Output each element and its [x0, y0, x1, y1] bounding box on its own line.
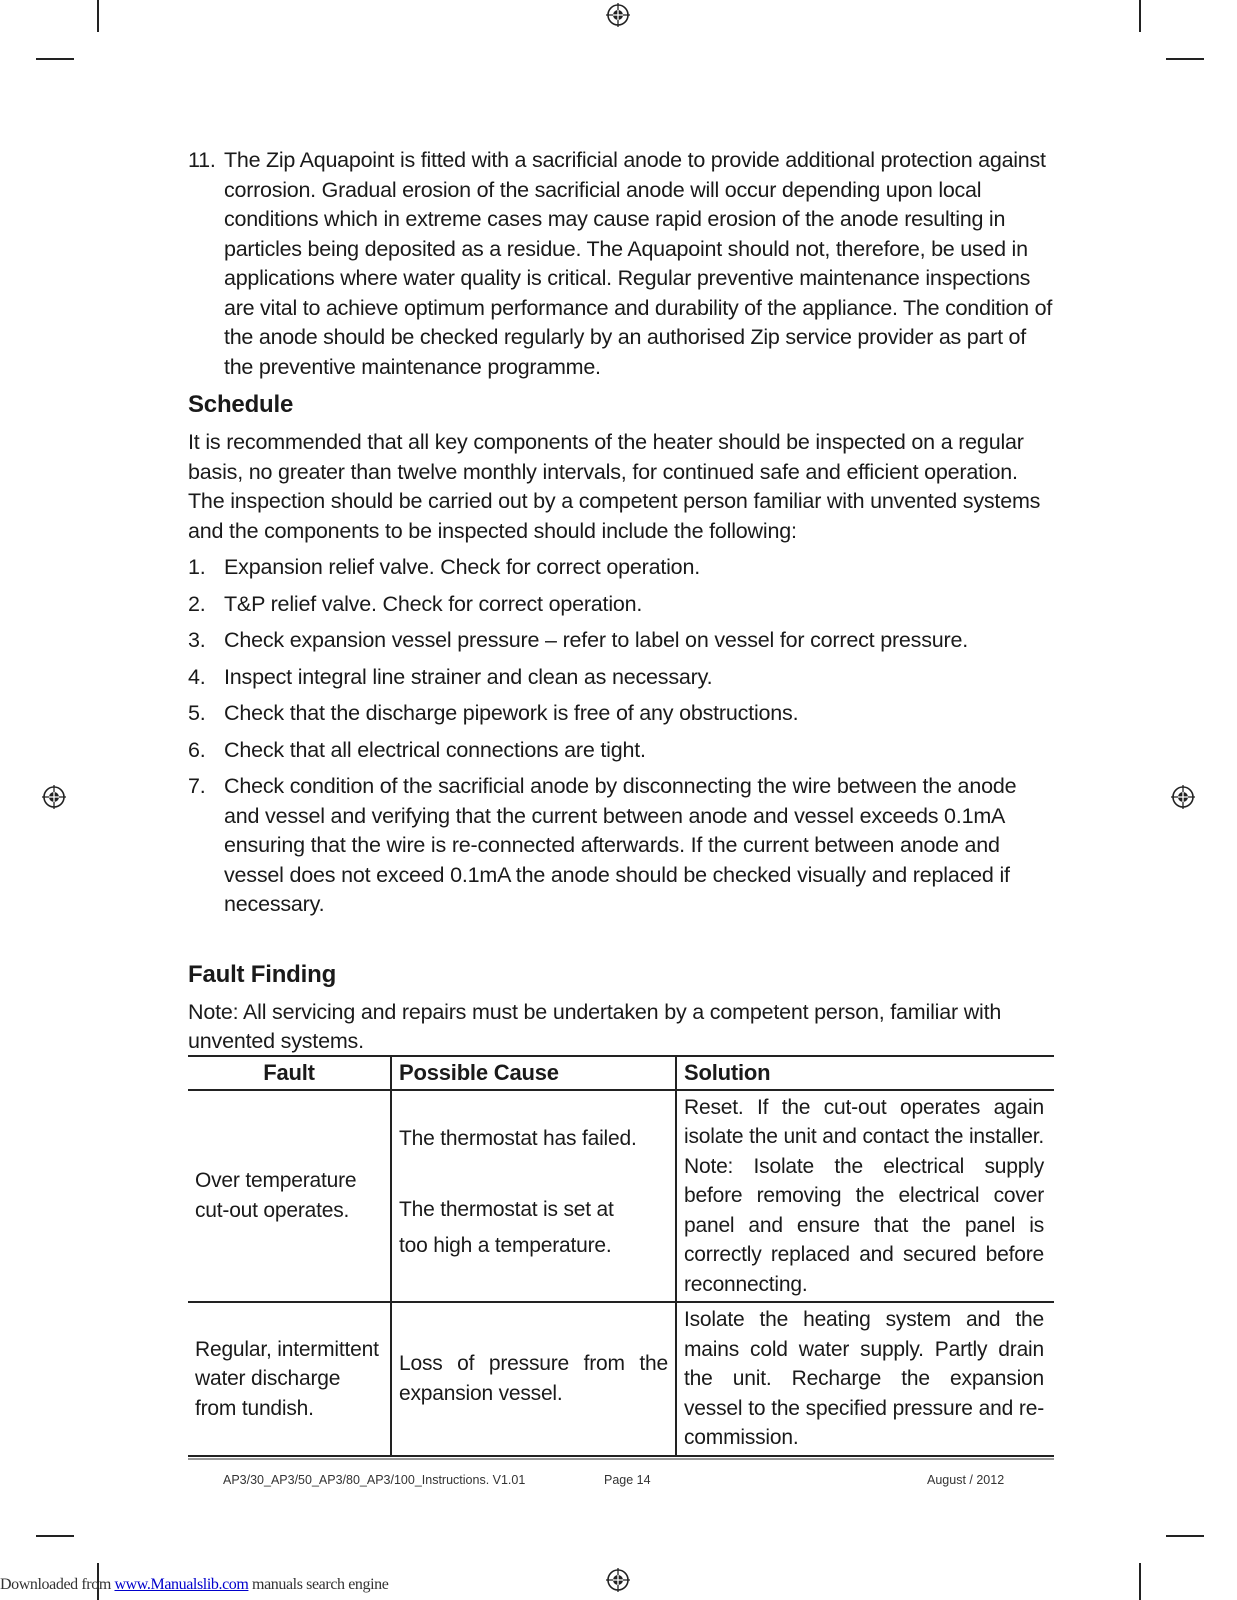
- list-item-text: Check condition of the sacrificial anode by disconnecting the wire between the anode and vessel and verifying that the current between anode and vessel exceeds 0.1mA ensuring that the wire is re-connected afterwards. If the current between anode and vessel does not exceed 0.1mA the anode should be checked visually and replaced if necessary.: [224, 774, 1017, 916]
- column-header-solution: Solution: [676, 1056, 1054, 1090]
- list-item-text: The Zip Aquapoint is fitted with a sacrificial anode to provide additional protection against corrosion. Gradual erosion of the sacrificial anode will occur depending upon local conditions which in extreme cases may cause rapid erosion of the anode resulting in particles being deposited as a residue. The Aquapoint should not, therefore, be used in applications where water quality is critical. Regular preventive maintenance inspections are vital to achieve optimum performance and durability of the appliance. The condition of the anode should be checked regularly by an authorised Zip service provider as part of the preventive maintenance programme.: [224, 148, 1053, 379]
- crop-mark: [36, 58, 74, 60]
- list-item-text: Check expansion vessel pressure – refer to label on vessel for correct pressure.: [224, 628, 969, 652]
- fault-table: [188, 1055, 1054, 1457]
- solution-cell: Isolate the heating system and the mains cold water supply. Partly drain the unit. Recharge the expansion vessel to the specified pressure and re-commission.: [676, 1302, 1054, 1456]
- cause-text: The thermostat is set at too high a temperature.: [399, 1197, 614, 1257]
- list-item: [188, 699, 1054, 729]
- download-prefix: Downloaded from: [0, 1576, 115, 1593]
- schedule-heading: Schedule: [188, 391, 294, 418]
- fault-finding-heading: Fault Finding: [188, 960, 337, 988]
- crop-mark: [1166, 58, 1204, 60]
- list-number: 6.: [188, 737, 206, 762]
- registration-mark-icon: [606, 1568, 630, 1592]
- list-item-text: Check that all electrical connections are tight.: [224, 737, 646, 762]
- page-content: [188, 146, 1054, 1057]
- list-number: 11.: [188, 148, 216, 172]
- cause-cell: [391, 1090, 676, 1303]
- column-header-fault: Fault: [188, 1056, 391, 1090]
- list-item: [188, 663, 1054, 693]
- crop-mark: [1166, 1535, 1204, 1537]
- list-item-text: Check that the discharge pipework is free of any obstructions.: [224, 701, 799, 725]
- list-item: [188, 553, 1054, 583]
- registration-mark-icon: [42, 785, 66, 809]
- crop-mark: [97, 0, 99, 32]
- fault-cell: Regular, intermittent water discharge from tundish.: [188, 1302, 391, 1456]
- list-item: [188, 590, 1054, 620]
- list-number: 2.: [188, 591, 206, 616]
- list-item: [188, 736, 1054, 766]
- list-item: [188, 772, 1054, 920]
- list-number: 5.: [188, 701, 206, 725]
- cause-cell: Loss of pressure from the expansion vessel.: [391, 1302, 676, 1456]
- crop-mark: [36, 1535, 74, 1537]
- list-item-text: Expansion relief valve. Check for correct operation.: [224, 555, 700, 579]
- schedule-list: [188, 553, 1054, 920]
- footer-doc-ref: AP3/30_AP3/50_AP3/80_AP3/100_Instructions. V1.01: [223, 1473, 526, 1487]
- crop-mark: [1139, 0, 1141, 32]
- list-item: [188, 626, 1054, 656]
- list-number: 4.: [188, 664, 206, 689]
- registration-mark-icon: [606, 3, 630, 27]
- list-item-text: T&P relief valve. Check for correct operation.: [224, 591, 643, 616]
- download-banner: [0, 1576, 388, 1594]
- manualslib-link[interactable]: www.Manualslib.com: [114, 1576, 249, 1593]
- footer-date: August / 2012: [927, 1473, 1005, 1487]
- crop-mark: [1139, 1563, 1141, 1600]
- table-row: [188, 1090, 1054, 1303]
- column-header-possible-cause: Possible Cause: [391, 1056, 676, 1090]
- table-row: [188, 1302, 1054, 1456]
- list-item-text: Inspect integral line strainer and clean as necessary.: [224, 664, 713, 689]
- fault-cell: Over temperature cut-out operates.: [188, 1090, 391, 1303]
- divider: [188, 1458, 1054, 1460]
- schedule-intro: It is recommended that all key components of the heater should be inspected on a regular basis, no greater than twelve monthly intervals, for continued safe and efficient operation. The inspection should be carried out by a competent person familiar with unvented systems and the components to be inspected should include the following:: [188, 430, 1041, 543]
- footer-page-number: Page 14: [604, 1473, 651, 1487]
- fault-finding-note: Note: All servicing and repairs must be undertaken by a competent person, familiar with unvented systems.: [188, 999, 1002, 1053]
- list-number: 7.: [188, 774, 206, 798]
- download-suffix: manuals search engine: [248, 1576, 389, 1593]
- maintenance-item-11: [188, 146, 1054, 382]
- list-number: 1.: [188, 555, 206, 579]
- list-number: 3.: [188, 628, 206, 652]
- solution-cell: Reset. If the cut-out operates again isolate the unit and contact the installer. Note: Isolate the electrical supply before removing the electrical cover panel and ensure that the panel is correctly replaced and secured before reconnecting.: [676, 1090, 1054, 1303]
- table-header-row: [188, 1056, 1054, 1090]
- registration-mark-icon: [1171, 785, 1195, 809]
- cause-text: The thermostat has failed.: [399, 1126, 637, 1150]
